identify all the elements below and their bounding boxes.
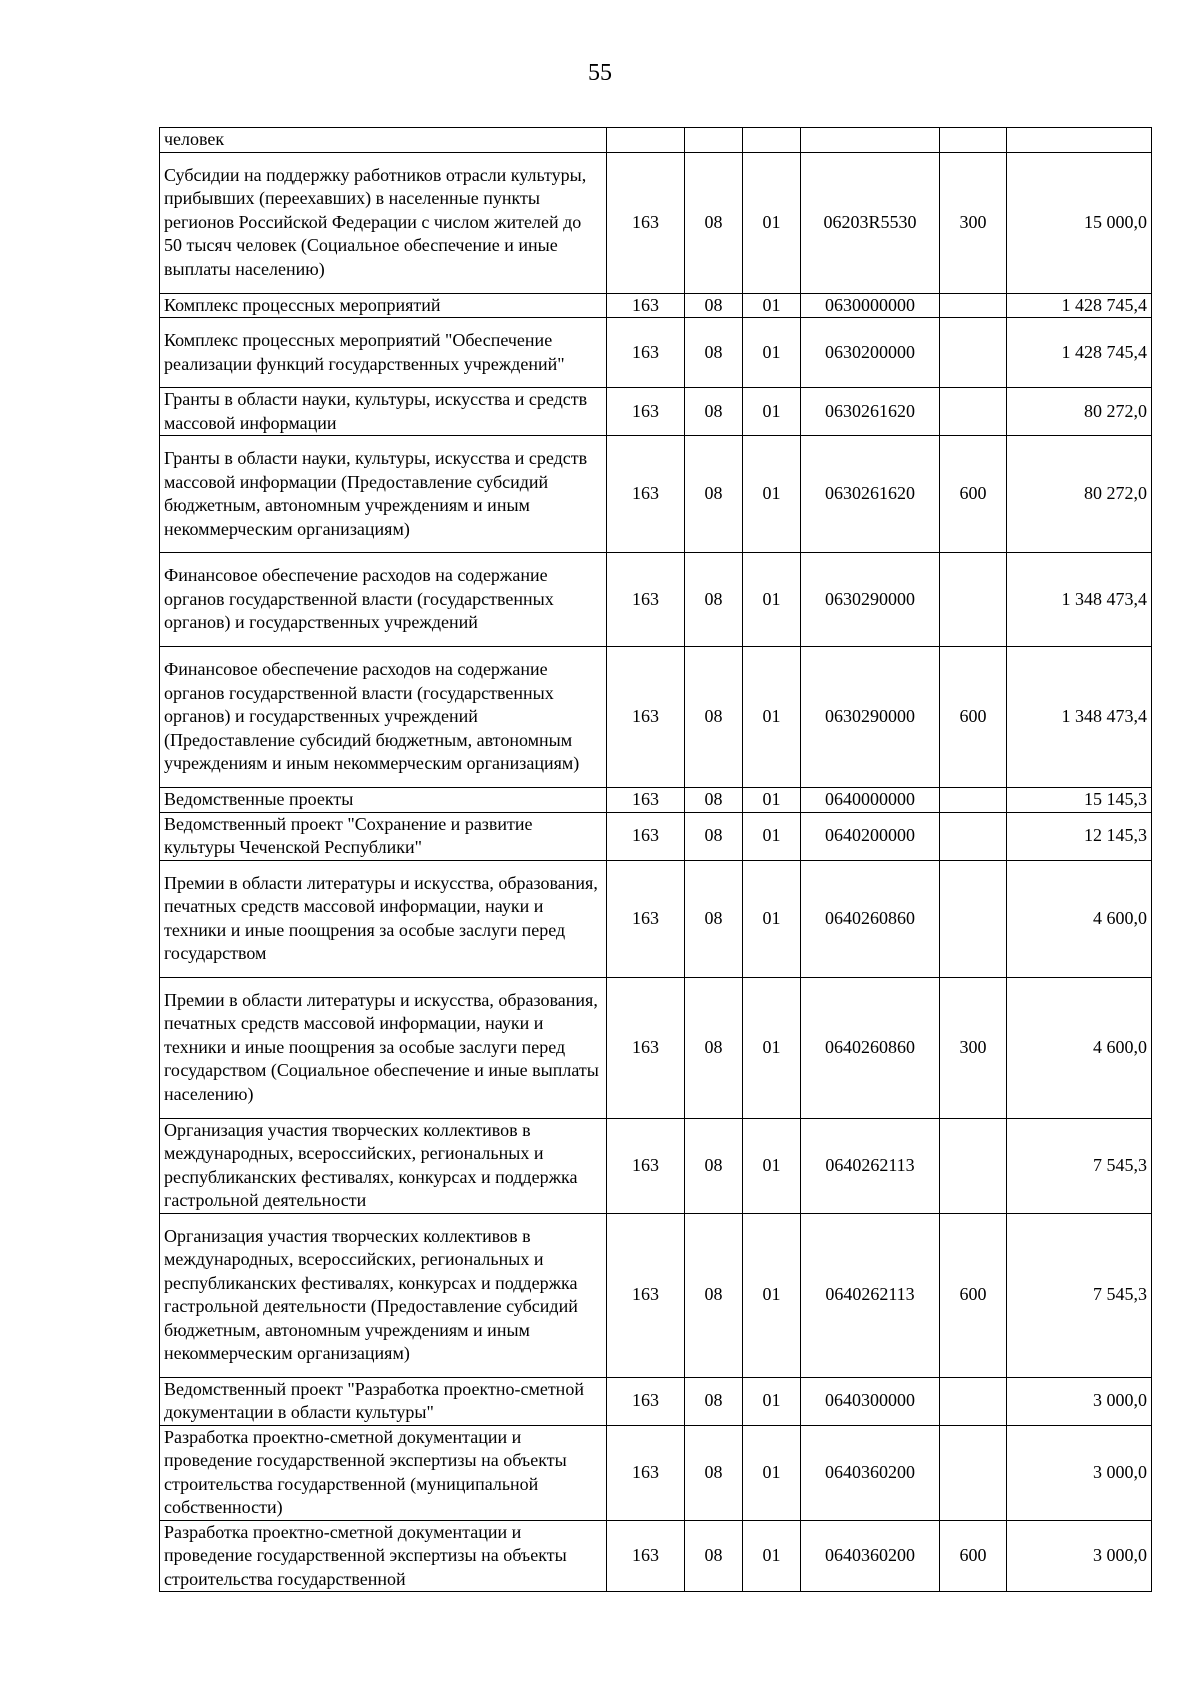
budget-table [159, 127, 1152, 1592]
row-rz-cell: 08 [685, 1377, 743, 1425]
row-ved-cell: 163 [607, 1118, 685, 1213]
row-csr-cell: 06203R5530 [801, 152, 940, 293]
table-row [160, 647, 1152, 788]
row-ved-cell: 163 [607, 1520, 685, 1592]
row-rz-cell: 08 [685, 788, 743, 813]
row-ved-cell: 163 [607, 788, 685, 813]
row-csr-cell: 0640260860 [801, 977, 940, 1118]
row-rz-cell: 08 [685, 860, 743, 977]
row-csr-cell: 0630000000 [801, 293, 940, 318]
row-sum-cell: 15 000,0 [1007, 152, 1152, 293]
row-sum-cell: 3 000,0 [1007, 1425, 1152, 1520]
row-pr-cell: 01 [743, 647, 801, 788]
table-row [160, 436, 1152, 553]
row-pr-cell [743, 128, 801, 153]
row-ved-cell: 163 [607, 1377, 685, 1425]
row-name-cell: человек [160, 128, 607, 153]
row-rz-cell: 08 [685, 812, 743, 860]
row-rz-cell: 08 [685, 436, 743, 553]
row-vr-cell [940, 128, 1007, 153]
row-name-cell: Комплекс процессных мероприятий [160, 293, 607, 318]
table-row [160, 860, 1152, 977]
row-ved-cell: 163 [607, 152, 685, 293]
row-rz-cell: 08 [685, 1425, 743, 1520]
table-row [160, 318, 1152, 388]
row-pr-cell: 01 [743, 1425, 801, 1520]
row-vr-cell: 600 [940, 1520, 1007, 1592]
row-name-cell: Премии в области литературы и искусства, образования, печатных средств массовой информации, науки и техники и иные поощрения за особые заслуги перед государством (Социальное обеспечение и иные выплаты населению) [160, 977, 607, 1118]
row-vr-cell [940, 788, 1007, 813]
page-number: 55 [588, 60, 612, 86]
row-sum-cell: 1 348 473,4 [1007, 553, 1152, 647]
row-ved-cell: 163 [607, 293, 685, 318]
row-ved-cell: 163 [607, 812, 685, 860]
row-ved-cell: 163 [607, 860, 685, 977]
row-rz-cell: 08 [685, 1520, 743, 1592]
row-ved-cell: 163 [607, 318, 685, 388]
row-csr-cell: 0630290000 [801, 553, 940, 647]
row-pr-cell: 01 [743, 1520, 801, 1592]
row-csr-cell: 0630261620 [801, 436, 940, 553]
table-row [160, 1520, 1152, 1592]
row-sum-cell: 80 272,0 [1007, 388, 1152, 436]
row-pr-cell: 01 [743, 553, 801, 647]
row-name-cell: Финансовое обеспечение расходов на содержание органов государственной власти (государственных органов) и государственных учреждений (Предоставление субсидий бюджетным, автономным учреждениям и иным некоммерческим организациям) [160, 647, 607, 788]
row-pr-cell: 01 [743, 860, 801, 977]
row-name-cell: Комплекс процессных мероприятий "Обеспечение реализации функций государственных учреждений" [160, 318, 607, 388]
row-vr-cell [940, 318, 1007, 388]
row-csr-cell: 0640260860 [801, 860, 940, 977]
row-ved-cell: 163 [607, 436, 685, 553]
row-pr-cell: 01 [743, 977, 801, 1118]
row-ved-cell: 163 [607, 553, 685, 647]
row-name-cell: Организация участия творческих коллективов в международных, всероссийских, региональных и республиканских фестивалях, конкурсах и поддержка гастрольной деятельности (Предоставление субсидий бюджетным, автономным учреждениям и иным некоммерческим организациям) [160, 1213, 607, 1377]
row-pr-cell: 01 [743, 318, 801, 388]
table-row [160, 1118, 1152, 1213]
row-name-cell: Разработка проектно-сметной документации и проведение государственной экспертизы на объекты строительства государственной [160, 1520, 607, 1592]
row-csr-cell: 0630290000 [801, 647, 940, 788]
row-csr-cell: 0630200000 [801, 318, 940, 388]
table-row [160, 788, 1152, 813]
row-vr-cell [940, 812, 1007, 860]
row-sum-cell: 1 348 473,4 [1007, 647, 1152, 788]
row-vr-cell: 600 [940, 436, 1007, 553]
row-sum-cell: 12 145,3 [1007, 812, 1152, 860]
table-row [160, 152, 1152, 293]
row-vr-cell: 300 [940, 152, 1007, 293]
row-rz-cell: 08 [685, 647, 743, 788]
row-pr-cell: 01 [743, 152, 801, 293]
row-ved-cell: 163 [607, 1213, 685, 1377]
row-sum-cell: 1 428 745,4 [1007, 318, 1152, 388]
row-name-cell: Субсидии на поддержку работников отрасли культуры, прибывших (переехавших) в населенные пункты регионов Российской Федерации с числом жителей до 50 тысяч человек (Социальное обеспечение и иные выплаты населению) [160, 152, 607, 293]
table-row [160, 1213, 1152, 1377]
row-sum-cell: 3 000,0 [1007, 1377, 1152, 1425]
row-pr-cell: 01 [743, 1118, 801, 1213]
row-name-cell: Премии в области литературы и искусства, образования, печатных средств массовой информации, науки и техники и иные поощрения за особые заслуги перед государством [160, 860, 607, 977]
row-csr-cell: 0640360200 [801, 1520, 940, 1592]
row-vr-cell [940, 1118, 1007, 1213]
table-row [160, 977, 1152, 1118]
row-rz-cell: 08 [685, 152, 743, 293]
row-ved-cell: 163 [607, 647, 685, 788]
table-row [160, 553, 1152, 647]
row-rz-cell: 08 [685, 553, 743, 647]
row-pr-cell: 01 [743, 293, 801, 318]
row-csr-cell: 0640262113 [801, 1213, 940, 1377]
row-vr-cell: 600 [940, 1213, 1007, 1377]
row-csr-cell [801, 128, 940, 153]
row-vr-cell [940, 1377, 1007, 1425]
row-ved-cell: 163 [607, 1425, 685, 1520]
row-sum-cell [1007, 128, 1152, 153]
row-sum-cell: 1 428 745,4 [1007, 293, 1152, 318]
table-row [160, 388, 1152, 436]
row-vr-cell: 300 [940, 977, 1007, 1118]
table-row [160, 293, 1152, 318]
row-rz-cell: 08 [685, 1213, 743, 1377]
row-name-cell: Разработка проектно-сметной документации и проведение государственной экспертизы на объекты строительства государственной (муниципальной собственности) [160, 1425, 607, 1520]
row-name-cell: Финансовое обеспечение расходов на содержание органов государственной власти (государственных органов) и государственных учреждений [160, 553, 607, 647]
row-name-cell: Гранты в области науки, культуры, искусства и средств массовой информации [160, 388, 607, 436]
row-rz-cell: 08 [685, 293, 743, 318]
row-rz-cell [685, 128, 743, 153]
row-csr-cell: 0640360200 [801, 1425, 940, 1520]
row-pr-cell: 01 [743, 1213, 801, 1377]
row-vr-cell [940, 1425, 1007, 1520]
row-csr-cell: 0640262113 [801, 1118, 940, 1213]
row-csr-cell: 0640300000 [801, 1377, 940, 1425]
row-ved-cell: 163 [607, 388, 685, 436]
row-sum-cell: 15 145,3 [1007, 788, 1152, 813]
table-row [160, 1377, 1152, 1425]
row-name-cell: Ведомственный проект "Сохранение и развитие культуры Чеченской Республики" [160, 812, 607, 860]
row-ved-cell [607, 128, 685, 153]
row-name-cell: Ведомственные проекты [160, 788, 607, 813]
table-body [160, 128, 1152, 1592]
row-rz-cell: 08 [685, 977, 743, 1118]
table-row [160, 128, 1152, 153]
row-sum-cell: 4 600,0 [1007, 860, 1152, 977]
row-vr-cell [940, 388, 1007, 436]
row-rz-cell: 08 [685, 318, 743, 388]
row-name-cell: Ведомственный проект "Разработка проектно-сметной документации в области культуры" [160, 1377, 607, 1425]
row-sum-cell: 3 000,0 [1007, 1520, 1152, 1592]
row-sum-cell: 80 272,0 [1007, 436, 1152, 553]
row-name-cell: Организация участия творческих коллективов в международных, всероссийских, региональных и республиканских фестивалях, конкурсах и поддержка гастрольной деятельности [160, 1118, 607, 1213]
row-vr-cell [940, 293, 1007, 318]
row-pr-cell: 01 [743, 788, 801, 813]
row-sum-cell: 7 545,3 [1007, 1118, 1152, 1213]
row-ved-cell: 163 [607, 977, 685, 1118]
row-pr-cell: 01 [743, 388, 801, 436]
row-vr-cell [940, 860, 1007, 977]
row-vr-cell: 600 [940, 647, 1007, 788]
row-pr-cell: 01 [743, 436, 801, 553]
row-csr-cell: 0640200000 [801, 812, 940, 860]
row-rz-cell: 08 [685, 1118, 743, 1213]
row-pr-cell: 01 [743, 1377, 801, 1425]
row-vr-cell [940, 553, 1007, 647]
row-name-cell: Гранты в области науки, культуры, искусства и средств массовой информации (Предоставление субсидий бюджетным, автономным учреждениям и иным некоммерческим организациям) [160, 436, 607, 553]
row-sum-cell: 4 600,0 [1007, 977, 1152, 1118]
row-rz-cell: 08 [685, 388, 743, 436]
row-csr-cell: 0640000000 [801, 788, 940, 813]
row-csr-cell: 0630261620 [801, 388, 940, 436]
table-row [160, 1425, 1152, 1520]
row-pr-cell: 01 [743, 812, 801, 860]
row-sum-cell: 7 545,3 [1007, 1213, 1152, 1377]
table-row [160, 812, 1152, 860]
